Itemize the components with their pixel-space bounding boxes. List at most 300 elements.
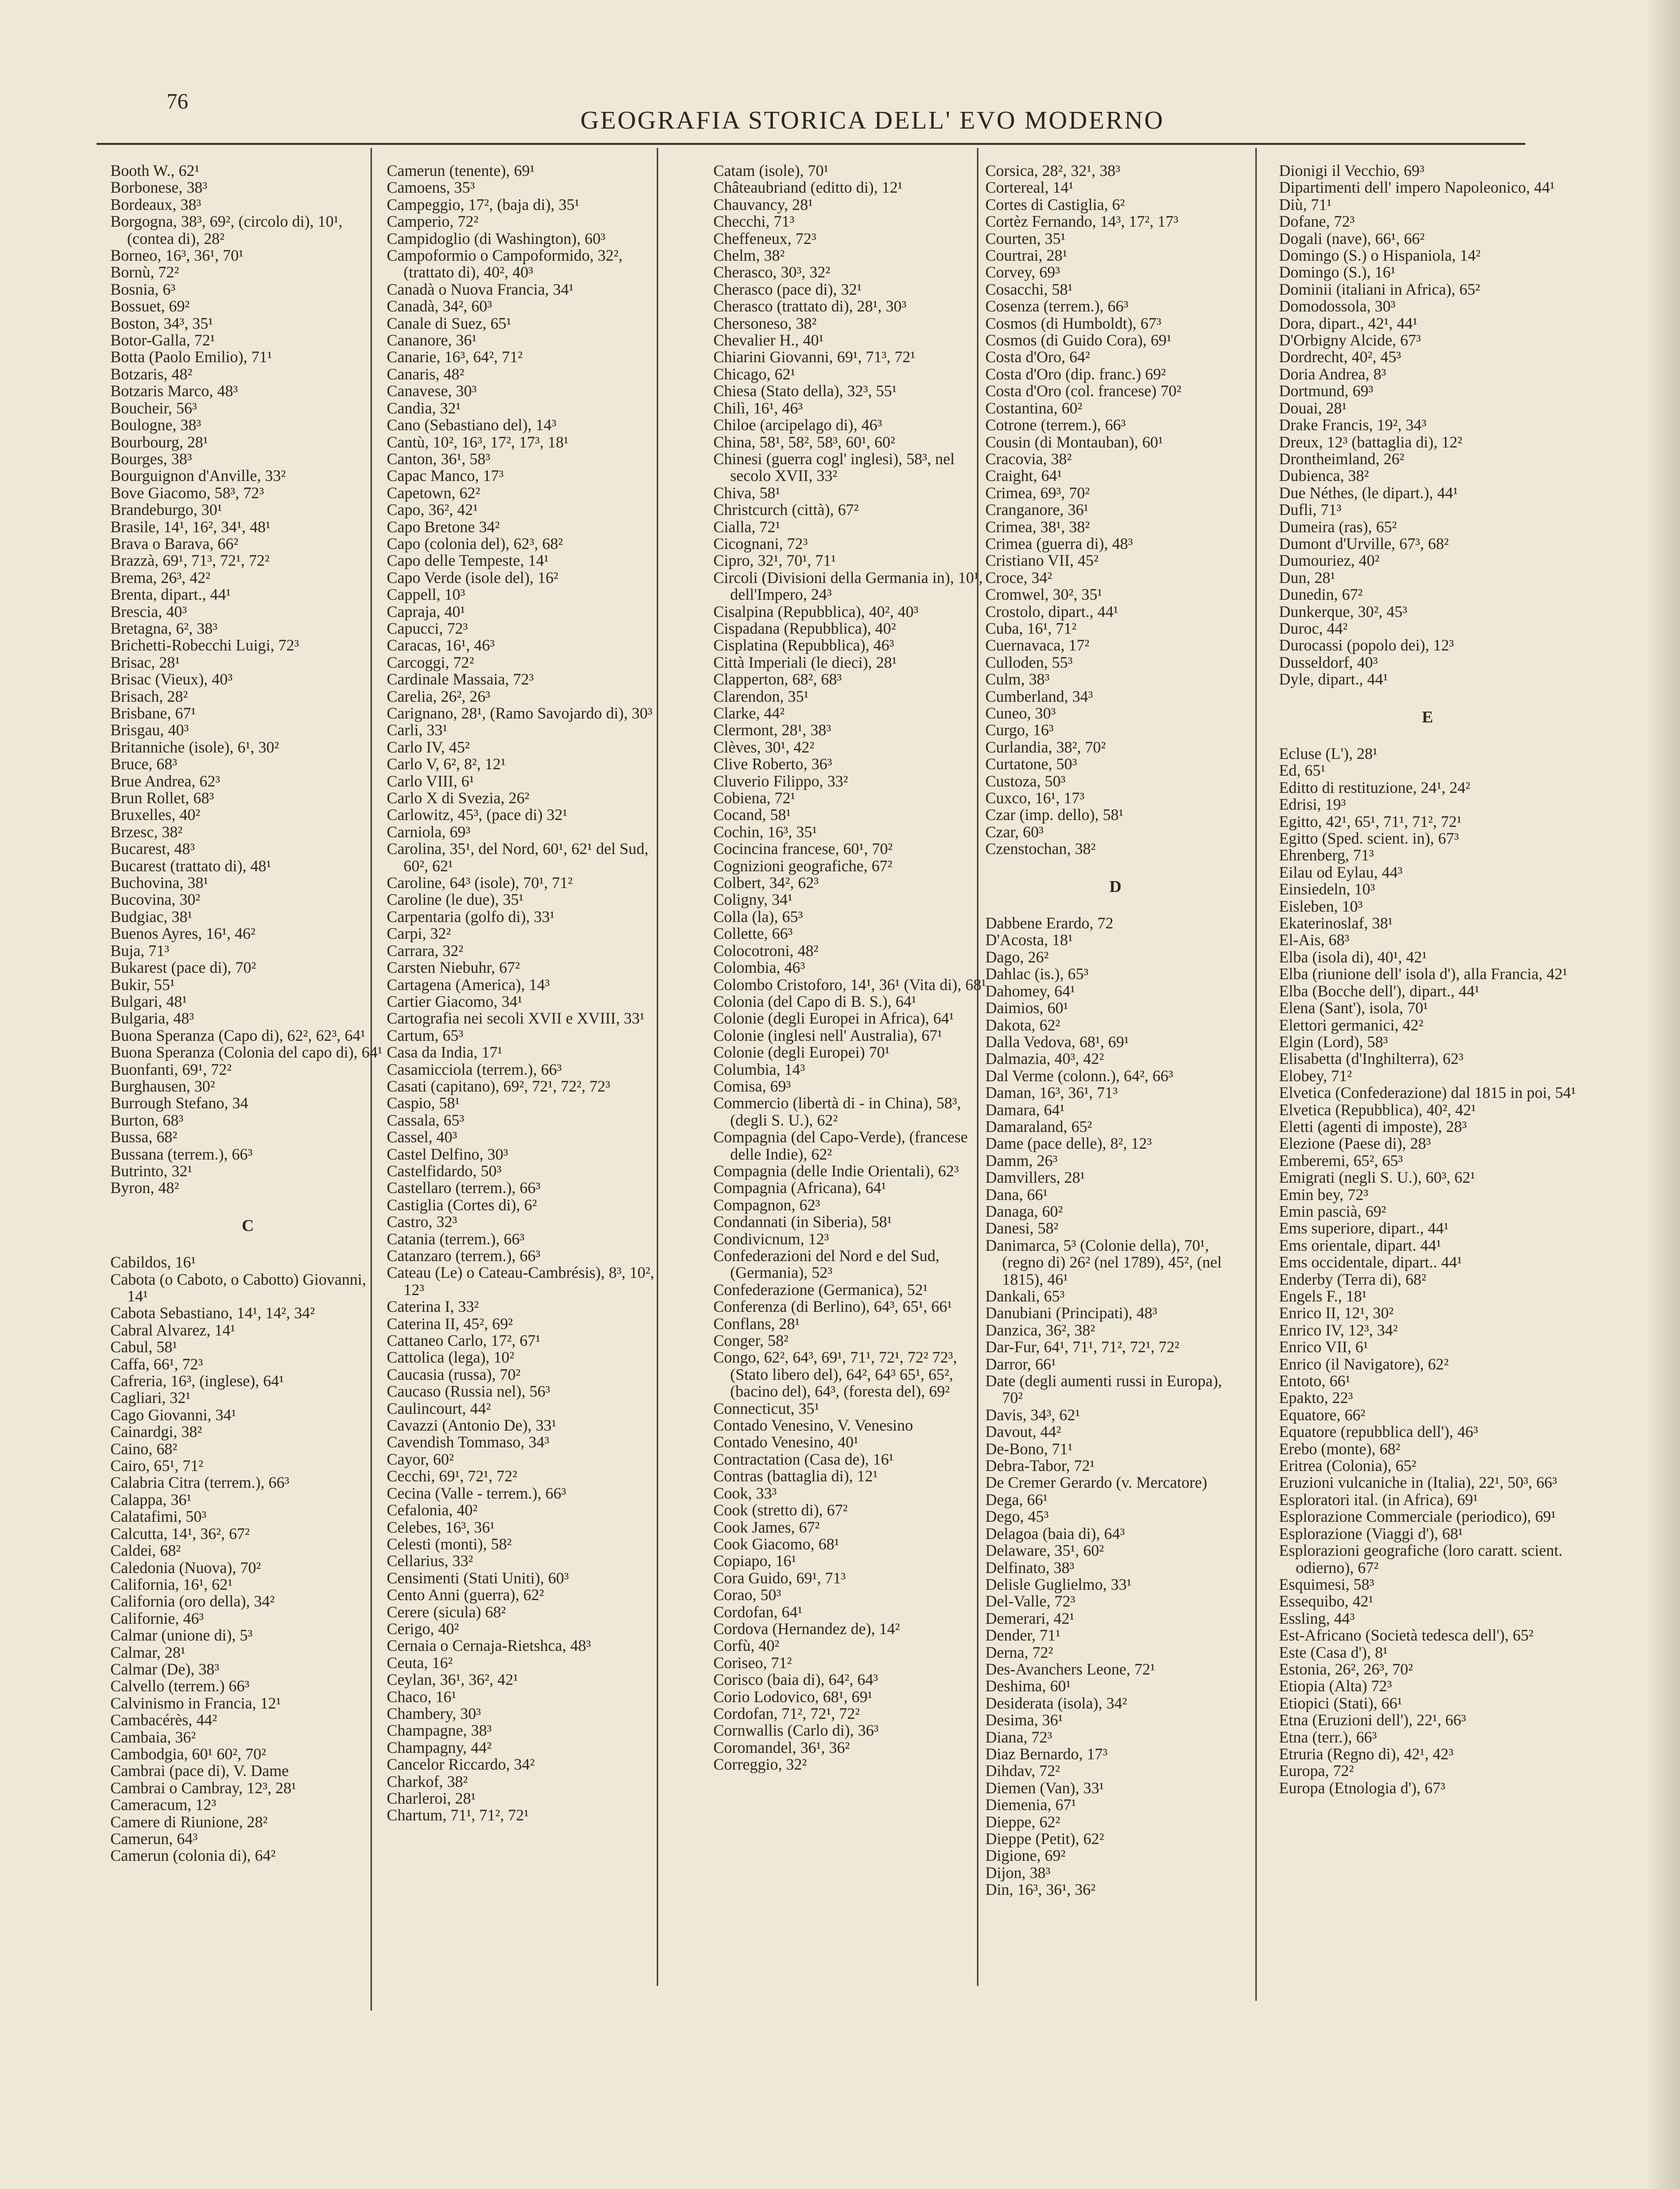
index-entry: Bulgari, 48¹	[110, 992, 187, 1011]
index-entry: Crimea, 69³, 70²	[985, 484, 1090, 502]
index-entry: Dreux, 12³ (battaglia di), 12²	[1279, 433, 1463, 451]
index-entry: Contado Venesino, 40¹	[713, 1434, 859, 1452]
index-entry: Carpi, 32²	[387, 925, 451, 943]
page-fold-shadow	[1646, 0, 1680, 2189]
index-entry: Dofane, 72³	[1279, 213, 1355, 231]
index-entry: Cecchi, 69¹, 72¹, 72²	[387, 1468, 517, 1486]
index-entry: Caterina I, 33²	[387, 1298, 479, 1316]
index-entry: Cattolica (lega), 10²	[387, 1349, 514, 1367]
index-entry: Dego, 45³	[985, 1508, 1049, 1526]
index-column-1	[110, 163, 386, 2035]
index-entry: Cordofan, 71², 72¹, 72²	[713, 1705, 860, 1723]
index-entry: Brandeburgo, 30¹	[110, 501, 222, 519]
index-entry: Essequibo, 42¹	[1279, 1593, 1374, 1611]
index-entry: Cambacérès, 44²	[110, 1711, 217, 1730]
index-entry: Brun Rollet, 68³	[110, 789, 214, 808]
index-entry: Carelia, 26², 26³	[387, 687, 491, 706]
index-entry: Demerari, 42¹	[985, 1609, 1075, 1628]
index-entry: Cartagena (America), 14³	[387, 976, 550, 994]
index-entry: Checchi, 71³	[713, 213, 795, 231]
index-entry: Cispadana (Repubblica), 40²	[713, 619, 896, 638]
index-entry: Domodossola, 30³	[1279, 298, 1396, 316]
index-entry: Esplorazioni geografiche (loro caratt. scient. odierno), 67²	[1279, 1542, 1563, 1577]
index-entry: Drontheimland, 26²	[1279, 450, 1405, 468]
index-entry: Cantù, 10², 16³, 17², 17³, 18¹	[387, 433, 569, 451]
index-entry: Botzaris Marco, 48³	[110, 382, 238, 401]
index-entry: Columbia, 14³	[713, 1060, 806, 1079]
index-entry: Dalmazia, 40³, 42²	[985, 1050, 1104, 1068]
index-entry: Calmar (unione di), 5³	[110, 1627, 253, 1645]
index-entry: Celesti (monti), 58²	[387, 1535, 512, 1553]
index-entry: Ems superiore, dipart., 44¹	[1279, 1220, 1449, 1238]
index-entry: Diana, 72³	[985, 1728, 1052, 1746]
index-entry: Cartier Giacomo, 34¹	[387, 992, 523, 1011]
index-entry: Davout, 44²	[985, 1423, 1061, 1441]
index-entry: Ecluse (L'), 28¹	[1279, 745, 1378, 763]
index-entry: Bourges, 38³	[110, 450, 192, 468]
index-entry: Etiopia (Alta) 72³	[1279, 1677, 1392, 1696]
index-entry: Cochin, 16³, 35¹	[713, 823, 817, 841]
index-entry: Boucheir, 56³	[110, 399, 197, 417]
index-entry: Esquimesi, 58³	[1279, 1575, 1375, 1594]
index-entry: Brzesc, 38²	[110, 823, 183, 841]
index-entry: Catam (isole), 70¹	[713, 163, 829, 180]
index-entry: Clarendon, 35¹	[713, 687, 809, 706]
index-entry: Damara, 64¹	[985, 1101, 1065, 1119]
index-entry: Butrinto, 32¹	[110, 1162, 193, 1180]
index-entry: Dipartimenti dell' impero Napoleonico, 44¹	[1279, 179, 1555, 197]
index-entry: Cook (stretto di), 67²	[713, 1502, 848, 1520]
index-entry: Chiva, 58¹	[713, 484, 780, 502]
index-entry: Dyle, dipart., 44¹	[1279, 671, 1388, 689]
index-entry: Cento Anni (guerra), 62²	[387, 1586, 544, 1605]
index-entry: Carlowitz, 45³, (pace di) 32¹	[387, 806, 568, 824]
index-entry: Cisalpina (Repubblica), 40², 40³	[713, 603, 919, 621]
index-entry: Drake Francis, 19², 34³	[1279, 416, 1427, 435]
index-entry: Ems orientale, dipart. 44¹	[1279, 1236, 1442, 1255]
index-entry: Cosmos (di Guido Cora), 69¹	[985, 332, 1172, 350]
section-letter: E	[1422, 708, 1434, 726]
index-entry: Cano (Sebastiano del), 14³	[387, 416, 557, 435]
index-entry: Emigrati (negli S. U.), 60³, 62¹	[1279, 1169, 1476, 1187]
index-entry: Dumeira (ras), 65²	[1279, 518, 1397, 536]
index-entry: Buenos Ayres, 16¹, 46²	[110, 925, 256, 943]
index-entry: Camerun (colonia di), 64²	[110, 1847, 276, 1865]
index-entry: Corfù, 40²	[713, 1637, 779, 1655]
index-entry: Cornwallis (Carlo di), 36³	[713, 1722, 879, 1740]
index-entry: Damaraland, 65²	[985, 1118, 1092, 1136]
index-entry: Cateau (Le) o Cateau-Cambrésis), 8³, 10², 12³	[387, 1264, 654, 1299]
index-entry: Esplorazione Commerciale (periodico), 69¹	[1279, 1508, 1556, 1526]
index-entry: Estonia, 26², 26³, 70²	[1279, 1660, 1413, 1678]
index-entry: Caffa, 66¹, 72³	[110, 1355, 203, 1373]
index-entry: Corio Lodovico, 68¹, 69¹	[713, 1688, 873, 1706]
index-column-2	[387, 163, 672, 2035]
index-entry: Caterina II, 45², 69²	[387, 1315, 513, 1333]
index-entry: Equatore (repubblica dell'), 46³	[1279, 1423, 1478, 1441]
index-entry: Doria Andrea, 8³	[1279, 365, 1386, 383]
index-entry: Dabbene Erardo, 72	[985, 915, 1113, 933]
index-entry: Cousin (di Montauban), 60¹	[985, 433, 1163, 451]
index-entry: Cambodgia, 60¹ 60², 70²	[110, 1745, 267, 1763]
index-entry: Dago, 26²	[985, 948, 1049, 966]
index-entry: Colonie (degli Europei) 70¹	[713, 1044, 890, 1062]
index-entry: Crostolo, dipart., 44¹	[985, 603, 1118, 621]
index-entry: Corisco (baia di), 64², 64³	[713, 1671, 878, 1689]
index-entry: Circoli (Divisioni della Germania in), 10¹, dell'Impero, 24³	[713, 569, 983, 604]
index-entry: Etruria (Regno di), 42¹, 42³	[1279, 1745, 1454, 1763]
index-entry: Copiapo, 16¹	[713, 1552, 797, 1571]
index-entry: Czar (imp. dello), 58¹	[985, 806, 1124, 824]
index-entry: Chicago, 62¹	[713, 365, 796, 383]
index-entry: Bruce, 68³	[110, 755, 177, 774]
index-entry: Domingo (S.), 16¹	[1279, 264, 1396, 282]
index-entry: Dogali (nave), 66¹, 66²	[1279, 230, 1425, 248]
index-entry: Danimarca, 5³ (Colonie della), 70¹, (regno di) 26² (nel 1789), 45², (nel 1815), 46¹	[985, 1236, 1222, 1289]
index-entry: Compagnon, 62³	[713, 1196, 820, 1214]
index-entry: Esploratori ital. (in Africa), 69¹	[1279, 1491, 1478, 1509]
index-entry: Caulincourt, 44²	[387, 1400, 491, 1418]
index-entry: Cocincina francese, 60¹, 70²	[713, 840, 893, 858]
index-entry: Domingo (S.) o Hispaniola, 14²	[1279, 247, 1481, 265]
header-rule	[97, 143, 1525, 145]
index-entry: Bucarest (trattato di), 48¹	[110, 857, 271, 875]
index-entry: Brescia, 40³	[110, 603, 187, 621]
index-entry: Dega, 66¹	[985, 1491, 1048, 1509]
index-column-5	[1279, 163, 1577, 2035]
index-entry: Bussana (terrem.), 66³	[110, 1145, 253, 1163]
index-entry: Cambrai o Cambray, 12³, 28¹	[110, 1779, 297, 1797]
index-entry: Carolina, 35¹, del Nord, 60¹, 62¹ del Sud, 60², 62¹	[387, 840, 649, 875]
index-entry: Danzica, 36², 38²	[985, 1321, 1095, 1339]
index-entry: Caracas, 16¹, 46³	[387, 637, 495, 655]
index-entry: Brisach, 28²	[110, 687, 188, 706]
index-entry: Chilì, 16¹, 46³	[713, 399, 803, 417]
index-entry: Camere di Riunione, 28²	[110, 1813, 268, 1831]
index-entry: Desima, 36¹	[985, 1711, 1063, 1730]
index-entry: Chevalier H., 40¹	[713, 332, 824, 350]
index-entry: Emberemi, 65², 65³	[1279, 1152, 1403, 1170]
index-entry: Colbert, 34², 62³	[713, 874, 819, 892]
index-entry: Cocand, 58¹	[713, 806, 791, 824]
index-entry: Cabota (o Caboto, o Cabotto) Giovanni, 14¹	[110, 1270, 367, 1305]
index-entry: Champagny, 44²	[387, 1739, 492, 1757]
index-entry: Boston, 34³, 35¹	[110, 314, 213, 333]
index-entry: Davis, 34³, 62¹	[985, 1406, 1080, 1424]
index-entry: Digione, 69²	[985, 1847, 1066, 1865]
index-entry: Ekaterinoslaf, 38¹	[1279, 915, 1393, 933]
index-entry: Canadà o Nuova Francia, 34¹	[387, 280, 574, 299]
index-entry: Eritrea (Colonia), 65²	[1279, 1457, 1416, 1475]
index-entry: Cernaia o Cernaja-Rietshca, 48³	[387, 1637, 591, 1655]
index-entry: Dieppe, 62²	[985, 1813, 1060, 1831]
index-entry: Cook Giacomo, 68¹	[713, 1535, 840, 1553]
index-entry: Camerun, 64³	[110, 1830, 198, 1848]
index-entry: Entoto, 66¹	[1279, 1372, 1350, 1391]
index-entry: Enrico II, 12¹, 30²	[1279, 1304, 1394, 1323]
index-entry: Contractation (Casa de), 16¹	[713, 1450, 894, 1469]
index-entry: Borgogna, 38³, 69², (circolo di), 10¹, (contea di), 28²	[110, 213, 343, 248]
index-entry: Brenta, dipart., 44¹	[110, 586, 231, 604]
index-entry: Boulogne, 38³	[110, 416, 202, 435]
index-entry: Censimenti (Stati Uniti), 60³	[387, 1569, 569, 1587]
index-entry: Brisac, 28¹	[110, 653, 180, 672]
index-entry: Edrisi, 19³	[1279, 796, 1346, 814]
running-title: GEOGRAFIA STORICA DELL' EVO MODERNO	[580, 106, 1165, 135]
index-entry: Dufli, 71³	[1279, 501, 1342, 519]
index-entry: Congo, 62², 64³, 69¹, 71¹, 72¹, 72² 72³, (Stato libero del), 64², 64³ 65¹, 65², (bacino del), 64³, (foresta del), 69²	[713, 1349, 957, 1401]
index-entry: Eilau od Eylau, 44³	[1279, 863, 1403, 882]
index-entry: Delaware, 35¹, 60²	[985, 1542, 1104, 1560]
index-entry: Capo (colonia del), 62³, 68²	[387, 535, 563, 553]
index-entry: Botta (Paolo Emilio), 71¹	[110, 348, 272, 367]
index-entry: Carlo IV, 45²	[387, 738, 470, 756]
index-entry: Cellarius, 33²	[387, 1552, 473, 1571]
index-entry: Elvetica (Confederazione) dal 1815 in poi, 54¹	[1279, 1084, 1576, 1102]
column-rule	[1255, 148, 1257, 2001]
index-entry: Editto di restituzione, 24¹, 24²	[1279, 779, 1471, 797]
index-entry: Compagnia (del Capo-Verde), (francese delle Indie), 62²	[713, 1129, 968, 1163]
index-entry: Cordofan, 64¹	[713, 1603, 803, 1621]
index-entry: Eletti (agenti di imposte), 28³	[1279, 1118, 1467, 1136]
index-entry: Camerun (tenente), 69¹	[387, 163, 535, 180]
index-entry: Dijon, 38³	[985, 1864, 1051, 1882]
index-entry: Caldei, 68²	[110, 1542, 181, 1560]
index-entry: Condivicnum, 12³	[713, 1230, 829, 1248]
index-entry: Colonie (inglesi nell' Australia), 67¹	[713, 1026, 942, 1045]
index-entry: Carniola, 69³	[387, 823, 470, 841]
index-entry: Curlandia, 38², 70²	[985, 738, 1106, 756]
index-entry: Capo Verde (isole del), 16²	[387, 569, 559, 587]
index-entry: Corvey, 69³	[985, 264, 1060, 282]
index-entry: Cuernavaca, 17²	[985, 637, 1090, 655]
index-entry: Caroline, 64³ (isole), 70¹, 71²	[387, 874, 573, 892]
index-entry: Cobiena, 72¹	[713, 789, 796, 808]
index-entry: Canale di Suez, 65¹	[387, 314, 511, 333]
index-entry: Coriseo, 71²	[713, 1654, 792, 1672]
index-entry: Bosnia, 6³	[110, 280, 176, 299]
index-entry: Cumberland, 34³	[985, 687, 1093, 706]
index-entry: Budgiac, 38¹	[110, 908, 193, 926]
index-entry: Bussa, 68²	[110, 1129, 177, 1147]
index-entry: Douai, 28¹	[1279, 399, 1347, 417]
index-entry: Bukir, 55¹	[110, 976, 175, 994]
index-entry: Essling, 44³	[1279, 1609, 1355, 1628]
index-entry: Cheffeneux, 72³	[713, 230, 816, 248]
index-entry: China, 58¹, 58², 58³, 60¹, 60²	[713, 433, 895, 451]
index-entry: Connecticut, 35¹	[713, 1400, 819, 1418]
index-entry: Cerere (sicula) 68²	[387, 1603, 506, 1621]
index-entry: Ceylan, 36¹, 36², 42¹	[387, 1671, 518, 1689]
index-entry: Elba (Bocche dell'), dipart., 44¹	[1279, 982, 1479, 1000]
index-entry: Calvinismo in Francia, 12¹	[110, 1694, 281, 1712]
index-entry: Costa d'Oro (dip. franc.) 69²	[985, 365, 1166, 383]
index-entry: Carlo X di Svezia, 26²	[387, 789, 530, 808]
index-entry: Cluverio Filippo, 33²	[713, 772, 848, 790]
index-entry: Erebo (monte), 68²	[1279, 1440, 1401, 1458]
index-entry: Cook, 33³	[713, 1484, 777, 1503]
index-entry: Brichetti-Robecchi Luigi, 72³	[110, 637, 300, 655]
index-entry: Dana, 66¹	[985, 1186, 1048, 1204]
index-entry: De Cremer Gerardo (v. Mercatore)	[985, 1474, 1208, 1492]
index-entry: Crimea, 38¹, 38²	[985, 518, 1090, 536]
index-entry: Cayor, 60²	[387, 1450, 454, 1469]
index-entry: Bordeaux, 38³	[110, 196, 202, 214]
index-entry: Brisgau, 40³	[110, 721, 189, 740]
index-entry: Diù, 71¹	[1279, 196, 1332, 214]
index-entry: Capraja, 40¹	[387, 603, 466, 621]
index-entry: Capo delle Tempeste, 14¹	[387, 552, 549, 570]
index-entry: Elobey, 71²	[1279, 1067, 1352, 1085]
index-entry: Elezione (Paese di), 28³	[1279, 1135, 1431, 1153]
index-entry: Chauvancy, 28¹	[713, 196, 813, 214]
index-entry: Burton, 68³	[110, 1111, 184, 1129]
index-entry: Borneo, 16³, 36¹, 70¹	[110, 247, 244, 265]
index-entry: D'Orbigny Alcide, 67³	[1279, 332, 1421, 350]
index-entry: Due Néthes, (le dipart.), 44¹	[1279, 484, 1458, 502]
index-entry: Este (Casa d'), 8¹	[1279, 1643, 1388, 1662]
index-entry: Delagoa (baia di), 64³	[985, 1525, 1125, 1543]
index-entry: Conflans, 28¹	[713, 1315, 800, 1333]
index-entry: Elisabetta (d'Inghilterra), 62³	[1279, 1050, 1464, 1068]
index-entry: Daman, 16³, 36¹, 71³	[985, 1084, 1118, 1102]
index-entry: Cappell, 10³	[387, 586, 466, 604]
index-entry: Costantina, 60²	[985, 399, 1082, 417]
index-entry: Camperio, 72²	[387, 213, 479, 231]
index-entry: Castro, 32³	[387, 1213, 457, 1231]
index-entry: Cortes di Castiglia, 6²	[985, 196, 1125, 214]
index-entry: Culloden, 55³	[985, 653, 1073, 672]
index-entry: Debra-Tabor, 72¹	[985, 1457, 1095, 1475]
index-entry: Engels F., 18¹	[1279, 1288, 1367, 1305]
index-entry: Deshima, 60¹	[985, 1677, 1071, 1696]
index-entry: Einsiedeln, 10³	[1279, 881, 1376, 899]
index-entry: Europa, 72²	[1279, 1762, 1354, 1780]
index-entry: Canaris, 48²	[387, 365, 465, 383]
index-entry: Dahlac (is.), 65³	[985, 965, 1089, 984]
index-entry: Cialla, 72¹	[713, 518, 780, 536]
index-entry: Brazzà, 69¹, 71³, 72¹, 72²	[110, 552, 270, 570]
index-entry: Eruzioni vulcaniche in (Italia), 22¹, 50³, 66³	[1279, 1474, 1557, 1492]
index-entry: Campoformio o Campoformido, 32², (trattato di), 40², 40³	[387, 247, 623, 282]
index-entry: Cordova (Hernandez de), 14²	[713, 1620, 900, 1638]
index-entry: Elvetica (Repubblica), 40², 42¹	[1279, 1101, 1476, 1119]
index-entry: Derna, 72²	[985, 1643, 1053, 1662]
index-entry: Colocotroni, 48²	[713, 942, 819, 960]
index-entry: Coligny, 34¹	[713, 891, 793, 909]
index-entry: Carrara, 32²	[387, 942, 464, 960]
index-entry: Charkof, 38²	[387, 1773, 468, 1791]
index-entry: Cicognani, 72³	[713, 535, 808, 553]
index-entry: Brema, 26³, 42²	[110, 569, 210, 587]
index-entry: Duroc, 44²	[1279, 619, 1348, 638]
index-entry: Châteaubriand (editto di), 12¹	[713, 179, 903, 197]
index-entry: Diaz Bernardo, 17³	[985, 1745, 1108, 1763]
index-entry: Cotrone (terrem.), 66³	[985, 416, 1126, 435]
index-entry: El-Ais, 68³	[1279, 931, 1349, 950]
index-entry: Brisac (Vieux), 40³	[110, 671, 233, 689]
index-entry: Bornù, 72²	[110, 264, 179, 282]
index-entry: Calabria Citra (terrem.), 66³	[110, 1474, 290, 1492]
index-entry: Dun, 28¹	[1279, 569, 1336, 587]
index-entry: Botor-Galla, 72¹	[110, 332, 215, 350]
index-entry: Czenstochan, 38²	[985, 840, 1096, 858]
index-entry: Capo Bretone 34²	[387, 518, 500, 536]
index-entry: Colonie (degli Europei in Africa), 64¹	[713, 1010, 954, 1028]
index-entry: Crimea (guerra di), 48³	[985, 535, 1133, 553]
index-entry: Canarie, 16³, 64², 71²	[387, 348, 523, 367]
index-entry: Californie, 46³	[110, 1609, 204, 1628]
index-entry: Canadà, 34², 60³	[387, 298, 492, 316]
index-entry: Enrico VII, 6¹	[1279, 1338, 1368, 1357]
index-entry: Chartum, 71¹, 71², 72¹	[387, 1807, 529, 1825]
index-entry: Buona Speranza (Colonia del capo di), 64¹	[110, 1044, 383, 1062]
index-entry: Cortèz Fernando, 14³, 17², 17³	[985, 213, 1178, 231]
section-letter: C	[241, 1216, 255, 1235]
index-entry: Courten, 35¹	[985, 230, 1066, 248]
index-entry: Confederazione (Germanica), 52¹	[713, 1281, 928, 1299]
index-entry: Bucarest, 48³	[110, 840, 195, 858]
index-entry: Dunkerque, 30², 45³	[1279, 603, 1408, 621]
index-entry: Cristiano VII, 45²	[985, 552, 1099, 570]
index-entry: Etiopici (Stati), 66¹	[1279, 1694, 1402, 1712]
index-entry: Cartografia nei secoli XVII e XVIII, 33¹	[387, 1010, 645, 1028]
index-entry: Dordrecht, 40², 45³	[1279, 348, 1401, 367]
index-entry: Cranganore, 36¹	[985, 501, 1089, 519]
index-entry: Chaco, 16¹	[387, 1688, 457, 1706]
index-entry: Equatore, 66²	[1279, 1406, 1366, 1424]
index-entry: Botzaris, 48²	[110, 365, 193, 383]
index-entry: Dionigi il Vecchio, 69³	[1279, 163, 1425, 180]
index-entry: Brasile, 14¹, 16², 34¹, 48¹	[110, 518, 270, 536]
index-entry: Conferenza (di Berlino), 64³, 65¹, 66¹	[713, 1298, 952, 1316]
index-entry: Dora, dipart., 42¹, 44¹	[1279, 314, 1418, 333]
index-entry: Cuxco, 16¹, 17³	[985, 789, 1085, 808]
index-entry: Brava o Barava, 66²	[110, 535, 238, 553]
index-entry: Chiarini Giovanni, 69¹, 71³, 72¹	[713, 348, 915, 367]
index-entry: Castellaro (terrem.), 66³	[387, 1179, 540, 1197]
index-entry: Esplorazione (Viaggi d'), 68¹	[1279, 1525, 1463, 1543]
index-entry: Colla (la), 65³	[713, 908, 803, 926]
index-entry: Diemen (Van), 33¹	[985, 1779, 1104, 1797]
index-entry: Canavese, 30³	[387, 382, 477, 401]
index-entry: Carpentaria (golfo di), 33¹	[387, 908, 555, 926]
index-entry: Coromandel, 36¹, 36²	[713, 1739, 850, 1757]
index-entry: Campidoglio (di Washington), 60³	[387, 230, 605, 248]
index-entry: Cherasco, 30³, 32²	[713, 264, 831, 282]
index-entry: Cagliari, 32¹	[110, 1389, 191, 1407]
index-entry: Burrough Stefano, 34	[110, 1094, 248, 1113]
index-entry: Danubiani (Principati), 48³	[985, 1304, 1157, 1323]
index-entry: Egitto, 42¹, 65¹, 71¹, 71², 72¹	[1279, 813, 1462, 831]
index-entry: Condannati (in Siberia), 58¹	[713, 1213, 892, 1231]
index-entry: Canton, 36¹, 58³	[387, 450, 491, 468]
index-entry: Campeggio, 17², (baja di), 35¹	[387, 196, 579, 214]
index-entry: Clermont, 28¹, 38³	[713, 721, 831, 740]
index-entry: Celebes, 16³, 36¹	[387, 1518, 495, 1537]
index-entry: Carlo V, 6², 8², 12¹	[387, 755, 506, 774]
index-entry: Enrico (il Navigatore), 62²	[1279, 1355, 1449, 1373]
index-entry: Contado Venesino, V. Venesino	[713, 1417, 913, 1435]
index-entry: Correggio, 32²	[713, 1756, 807, 1774]
index-entry: Chiesa (Stato della), 32³, 55¹	[713, 382, 897, 401]
index-entry: Casati (capitano), 69², 72¹, 72², 72³	[387, 1077, 610, 1095]
index-entry: Città Imperiali (le dieci), 28¹	[713, 653, 897, 672]
index-entry: Dubienca, 38²	[1279, 467, 1369, 485]
index-entry: Bourguignon d'Anville, 33²	[110, 467, 286, 485]
index-entry: Capetown, 62²	[387, 484, 480, 502]
index-entry: Calappa, 36¹	[110, 1491, 192, 1509]
